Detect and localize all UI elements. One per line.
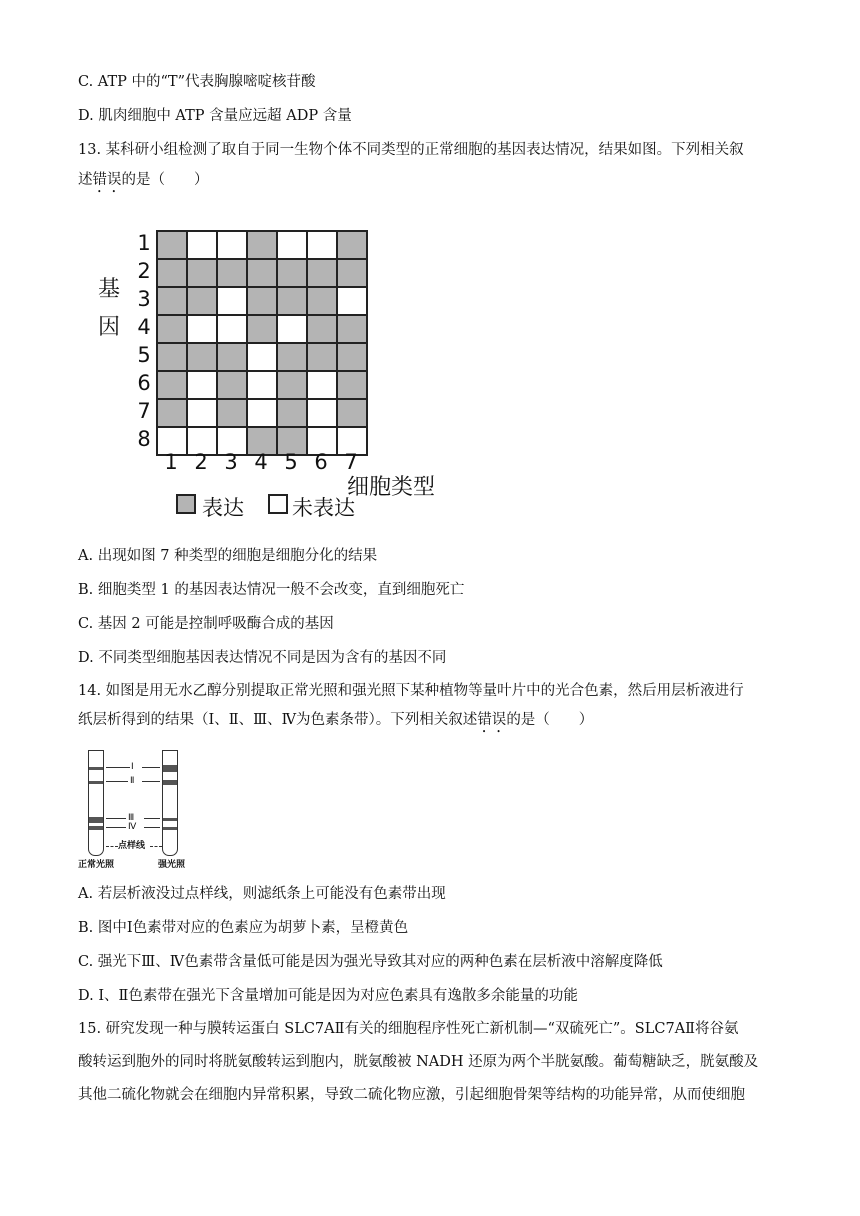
arrow-right-1: [142, 767, 160, 768]
grid-cell: [247, 371, 277, 399]
q13-stem-post: 的是（ ）: [121, 172, 209, 188]
grid-cell: [187, 315, 217, 343]
q13-stem-line1: 13. 某科研小组检测了取自于同一生物个体不同类型的正常细胞的基因表达情况，结果如图。下列相关叙: [78, 142, 744, 158]
row-label: 6: [137, 371, 151, 395]
grid-cell: [247, 315, 277, 343]
q13-stem-line2: [78, 170, 209, 196]
normal-light-label: 正常光照: [78, 860, 115, 870]
row-label: 8: [137, 427, 151, 451]
band-2-normal: [89, 781, 103, 784]
q15-line2: 酸转运到胞外的同时将胱氨酸转运到胞内，胱氨酸被 NADH 还原为两个半胱氨酸。葡萄糖缺乏，胱氨酸及: [78, 1054, 759, 1070]
q14-stem-line1: 14. 如图是用无水乙醇分别提取正常光照和强光照下某种植物等量叶片中的光合色素，然后用层析液进行: [78, 683, 744, 699]
q13-option-a: A. 出现如图 7 种类型的细胞是细胞分化的结果: [78, 548, 378, 564]
grid-cell: [277, 231, 307, 259]
column-label: 6: [314, 450, 328, 474]
column-label: 2: [194, 450, 208, 474]
chromatography-figure: [78, 746, 198, 876]
arrow-right-2: [142, 781, 160, 782]
arrow-right-4: [144, 827, 160, 828]
grid-cell: [307, 287, 337, 315]
grid-cell: [217, 259, 247, 287]
gene-expression-figure: [96, 222, 456, 532]
arrow-right-3: [144, 818, 160, 819]
y-axis-label-char2: 因: [98, 315, 121, 340]
grid-cell: [187, 287, 217, 315]
grid-cell: [307, 315, 337, 343]
grid-cell: [307, 399, 337, 427]
grid-cell: [337, 259, 367, 287]
q14-stem-line2: [78, 710, 593, 736]
q15-line1: 15. 研究发现一种与膜转运蛋白 SLC7AⅡ有关的细胞程序性死亡新机制—“双硫死亡”。SLC7AⅡ将谷氨: [78, 1021, 739, 1037]
band-1-normal: [89, 767, 103, 770]
grid-cell: [337, 315, 367, 343]
grid-cell: [277, 315, 307, 343]
column-label: 3: [224, 450, 238, 474]
legend-not-expressed-label: 未表达: [292, 496, 355, 520]
grid-cell: [157, 399, 187, 427]
grid-cell: [307, 371, 337, 399]
origin-line-right: [150, 846, 162, 847]
grid-cell: [187, 399, 217, 427]
normal-light-strip: [88, 750, 104, 856]
arrow-left-3: [106, 818, 126, 819]
grid-cell: [337, 399, 367, 427]
grid-cell: [157, 259, 187, 287]
q13-option-b: B. 细胞类型 1 的基因表达情况一般不会改变，直到细胞死亡: [78, 582, 465, 598]
column-label: 7: [344, 450, 358, 474]
q14-stem-emphasis: 错误: [477, 712, 507, 728]
legend-expressed-swatch: [176, 494, 196, 514]
grid-cell: [187, 343, 217, 371]
grid-cell: [217, 231, 247, 259]
grid-cell: [307, 231, 337, 259]
q14-option-b: B. 图中Ⅰ色素带对应的色素应为胡萝卜素，呈橙黄色: [78, 920, 409, 936]
x-axis-label: 细胞类型: [347, 475, 436, 500]
y-axis-label-char1: 基: [98, 277, 121, 302]
band-2-strong: [163, 780, 177, 785]
band-3-strong: [163, 818, 177, 821]
grid-cell: [157, 287, 187, 315]
grid-cell: [157, 343, 187, 371]
column-label: 4: [254, 450, 268, 474]
row-label: 5: [137, 343, 151, 367]
grid-cell: [277, 371, 307, 399]
grid-cell: [217, 315, 247, 343]
grid-cell: [277, 399, 307, 427]
grid-cell: [277, 259, 307, 287]
grid-cell: [337, 343, 367, 371]
band-label-2: Ⅱ: [130, 776, 135, 786]
q13-option-c: C. 基因 2 可能是控制呼吸酶合成的基因: [78, 616, 334, 632]
q14-option-c: C. 强光下Ⅲ、Ⅳ色素带含量低可能是因为强光导致其对应的两种色素在层析液中溶解度降低: [78, 954, 663, 970]
grid-cell: [307, 259, 337, 287]
q14-stem-post: 的是（ ）: [506, 712, 594, 728]
grid-cell: [217, 399, 247, 427]
band-label-1: Ⅰ: [131, 762, 134, 772]
arrow-left-4: [106, 827, 126, 828]
grid-cell: [157, 231, 187, 259]
q14-option-d: D. Ⅰ、Ⅱ色素带在强光下含量增加可能是因为对应色素具有逸散多余能量的功能: [78, 988, 578, 1004]
q12-option-c: C. ATP 中的“T”代表胸腺嘧啶核苷酸: [78, 74, 316, 90]
origin-line-label: 点样线: [118, 841, 146, 851]
q13-option-d: D. 不同类型细胞基因表达情况不同是因为含有的基因不同: [78, 650, 447, 666]
grid-cell: [307, 343, 337, 371]
grid-cell: [337, 231, 367, 259]
grid-cell: [277, 287, 307, 315]
grid-cell: [277, 343, 307, 371]
grid-cell: [217, 343, 247, 371]
strong-light-label: 强光照: [158, 860, 186, 870]
q14-stem-pre: 纸层析得到的结果（Ⅰ、Ⅱ、Ⅲ、Ⅳ为色素条带）。下列相关叙述: [78, 712, 478, 728]
grid-cell: [247, 259, 277, 287]
band-1-strong: [163, 765, 177, 772]
q13-stem-pre: 述: [78, 172, 93, 188]
grid-cell: [187, 231, 217, 259]
grid-cell: [187, 259, 217, 287]
grid-cell: [247, 287, 277, 315]
row-label: 7: [137, 399, 151, 423]
legend-expressed-label: 表达: [202, 496, 244, 520]
grid-cell: [337, 287, 367, 315]
row-label: 4: [137, 315, 151, 339]
q15-line3: 其他二硫化物就会在细胞内异常积累，导致二硫化物应激，引起细胞骨架等结构的功能异常，从而使细胞: [78, 1087, 745, 1103]
grid-cell: [157, 371, 187, 399]
grid-cell: [217, 371, 247, 399]
arrow-left-1: [106, 767, 130, 768]
legend-not-expressed-swatch: [268, 494, 288, 514]
band-3-normal: [89, 817, 103, 823]
band-4-normal: [89, 826, 103, 830]
grid-cell: [247, 231, 277, 259]
band-label-4: Ⅳ: [128, 822, 137, 832]
column-label: 1: [164, 450, 178, 474]
column-label: 5: [284, 450, 298, 474]
row-label: 1: [137, 231, 151, 255]
q13-stem-emphasis: 错误: [92, 172, 122, 188]
grid-cell: [217, 287, 247, 315]
row-label: 2: [137, 259, 151, 283]
strong-light-strip: [162, 750, 178, 856]
q12-option-d: D. 肌肉细胞中 ATP 含量应远超 ADP 含量: [78, 108, 352, 124]
origin-line-left: [106, 846, 118, 847]
band-label-3: Ⅲ: [128, 813, 135, 823]
grid-cell: [157, 315, 187, 343]
expression-grid: [156, 230, 368, 456]
q14-option-a: A. 若层析液没过点样线，则滤纸条上可能没有色素带出现: [78, 886, 446, 902]
grid-cell: [247, 343, 277, 371]
arrow-left-2: [106, 781, 128, 782]
grid-cell: [337, 371, 367, 399]
band-4-strong: [163, 827, 177, 830]
grid-cell: [187, 371, 217, 399]
row-label: 3: [137, 287, 151, 311]
grid-cell: [247, 399, 277, 427]
